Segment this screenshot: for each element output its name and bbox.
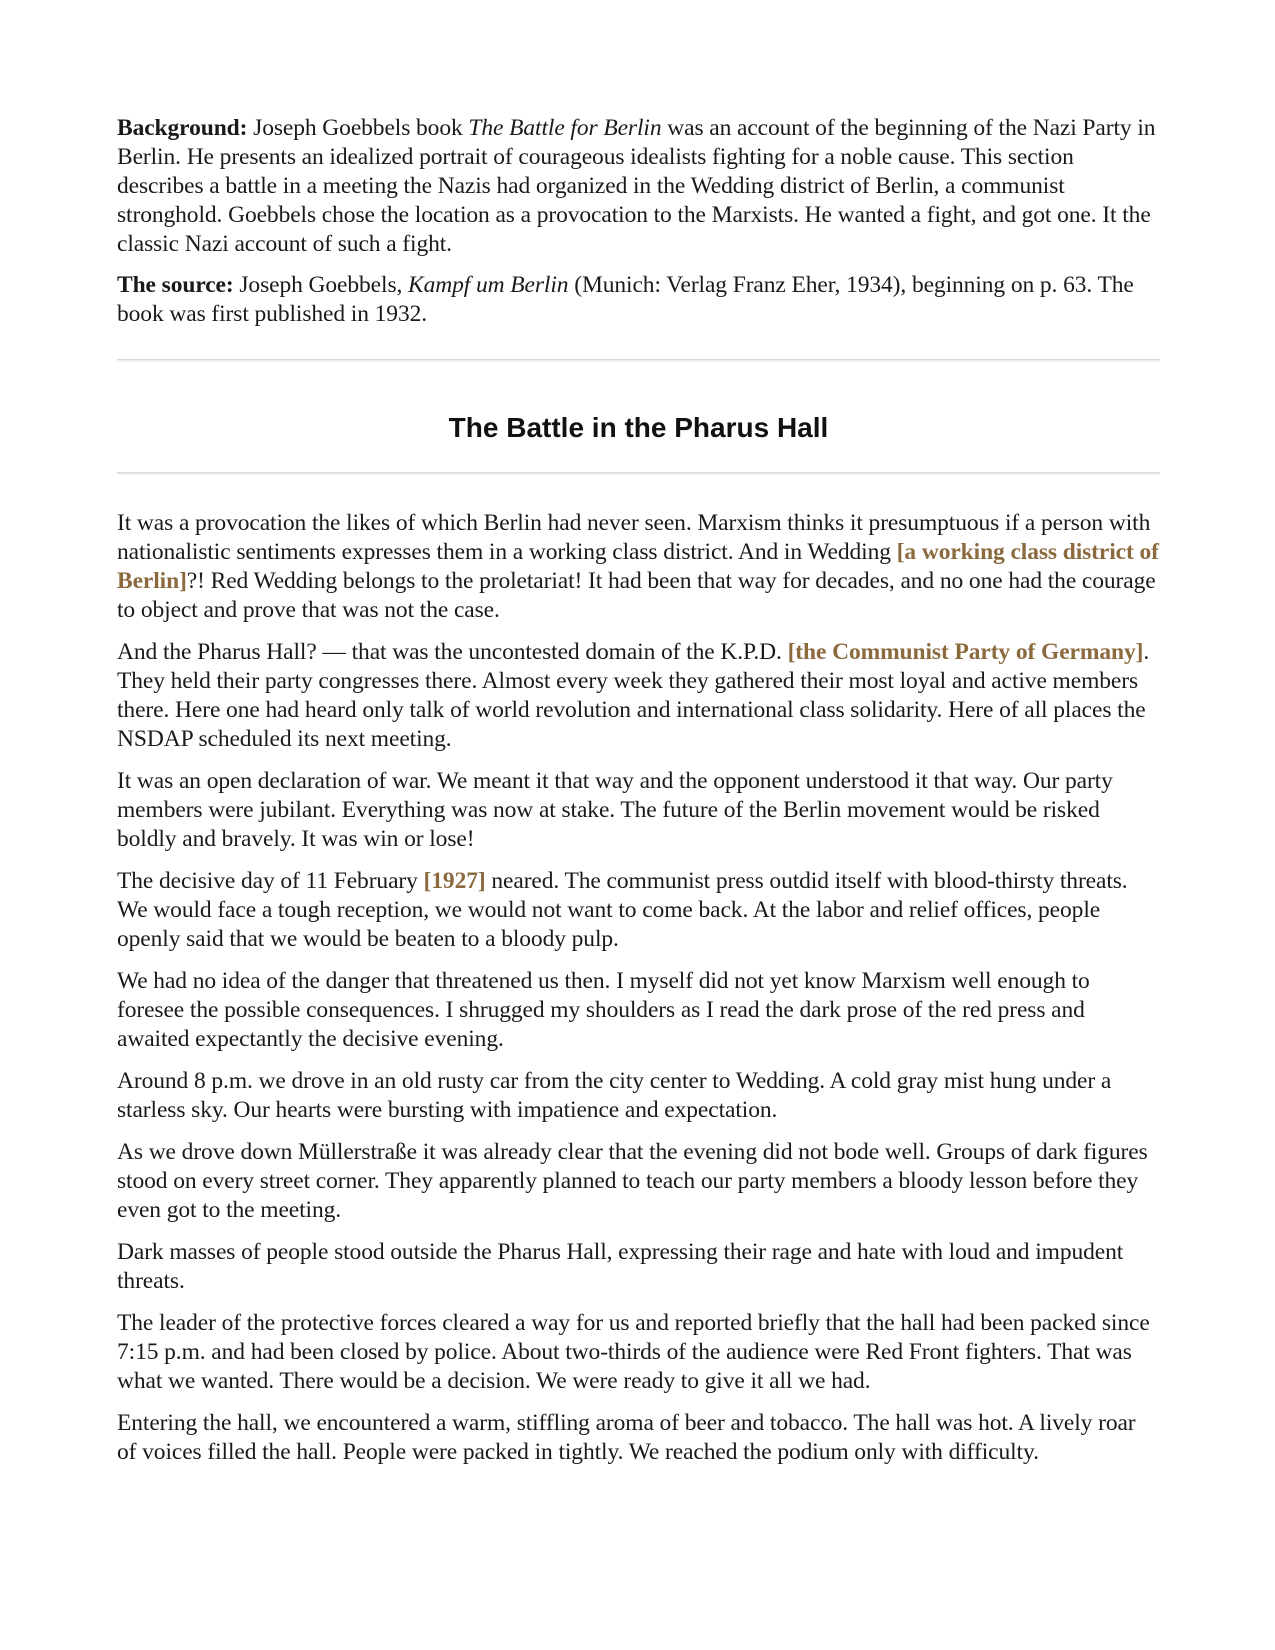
paragraph-3: It was an open declaration of war. We meant it that way and the opponent understood it that way. Our party members were jubilant. Everything was now at stake. The future of the Berlin movement would be risked boldly and bravely. It was win or lose! xyxy=(117,768,1113,852)
editor-note-3: [1927] xyxy=(423,868,486,894)
paragraph-2-text-a: And the Pharus Hall? — that was the uncontested domain of the K.P.D. xyxy=(117,639,788,665)
paragraph-6: Around 8 p.m. we drove in an old rusty car from the city center to Wedding. A cold gray mist hung under a starless sky. Our hearts were bursting with impatience and expectation. xyxy=(117,1068,1112,1123)
page-title: The Battle in the Pharus Hall xyxy=(448,412,829,443)
paragraph-4-text-a: The decisive day of 11 February xyxy=(117,868,424,894)
paragraph-1 xyxy=(117,509,1160,625)
paragraph-4-text-b: neared. The communist press outdid itself with blood-thirsty threats. We would face a tough reception, we would not want to come back. At the labor and relief offices, people openly said that we would be beaten to a bloody pulp. xyxy=(117,868,1128,952)
paragraph-7: As we drove down Müllerstraße it was already clear that the evening did not bode well. Groups of dark figures stood on every street corner. They apparently planned to teach our party members a bloody lesson before they even got to the meeting. xyxy=(117,1139,1148,1223)
paragraph-8: Dark masses of people stood outside the Pharus Hall, expressing their rage and hate with loud and impudent threats. xyxy=(117,1239,1124,1294)
paragraph-2 xyxy=(117,638,1160,754)
background-text-post: was an account of the beginning of the Nazi Party in Berlin. He presents an idealized portrait of courageous idealists fighting for a noble cause. This section describes a battle in a meeting the Nazis had organized in the Wedding district of Berlin, a communist stronghold. Goebbels chose the location as a provocation to the Marxists. He wanted a fight, and got one. It the classic Nazi account of such a fight. xyxy=(117,115,1156,257)
document-page xyxy=(117,114,1160,1480)
paragraph-1-text-b: ?! Red Wedding belongs to the proletariat! It had been that way for decades, and no one had the courage to object and prove that was not the case. xyxy=(117,568,1156,623)
background-text-pre: Joseph Goebbels book xyxy=(247,115,469,141)
paragraph-1-text-a: It was a provocation the likes of which Berlin had never seen. Marxism thinks it presumptuous if a person with nationalistic sentiments expresses them in a working class district. And in Wedding xyxy=(117,510,1151,565)
background-paragraph xyxy=(117,114,1160,259)
source-paragraph xyxy=(117,271,1160,329)
main-text xyxy=(117,509,1160,1467)
background-book-title: The Battle for Berlin xyxy=(468,115,662,141)
paragraph-10: Entering the hall, we encountered a warm, stiffling aroma of beer and tobacco. The hall was hot. A lively roar of voices filled the hall. People were packed in tightly. We reached the podium only with difficulty. xyxy=(117,1410,1136,1465)
editor-note-1: [a working class district of Berlin] xyxy=(117,539,1159,594)
source-label: The source: xyxy=(117,272,234,298)
editor-note-2: [the Communist Party of Germany] xyxy=(787,639,1144,665)
intro-section xyxy=(117,114,1160,329)
background-label: Background: xyxy=(117,115,248,141)
paragraph-9: The leader of the protective forces cleared a way for us and reported briefly that the hall had been packed since 7:15 p.m. and had been closed by police. About two-thirds of the audience were Red Front fighters. That was what we wanted. There would be a decision. We were ready to give it all we had. xyxy=(117,1310,1150,1394)
source-book-title: Kampf um Berlin xyxy=(408,272,569,298)
paragraph-5: We had no idea of the danger that threatened us then. I myself did not yet know Marxism well enough to foresee the possible consequences. I shrugged my shoulders as I read the dark prose of the red press and awaited expectantly the decisive evening. xyxy=(117,968,1090,1052)
paragraph-4 xyxy=(117,867,1160,954)
divider-top xyxy=(117,359,1160,362)
source-text-post: (Munich: Verlag Franz Eher, 1934), beginning on p. 63. The book was first published in 1932. xyxy=(117,272,1134,327)
source-text-pre: Joseph Goebbels, xyxy=(233,272,409,298)
divider-under-title xyxy=(117,472,1160,475)
paragraph-2-text-b: . They held their party congresses there. Almost every week they gathered their most loyal and active members there. Here one had heard only talk of world revolution and international class solidarity. Here of all places the NSDAP scheduled its next meeting. xyxy=(117,639,1150,752)
